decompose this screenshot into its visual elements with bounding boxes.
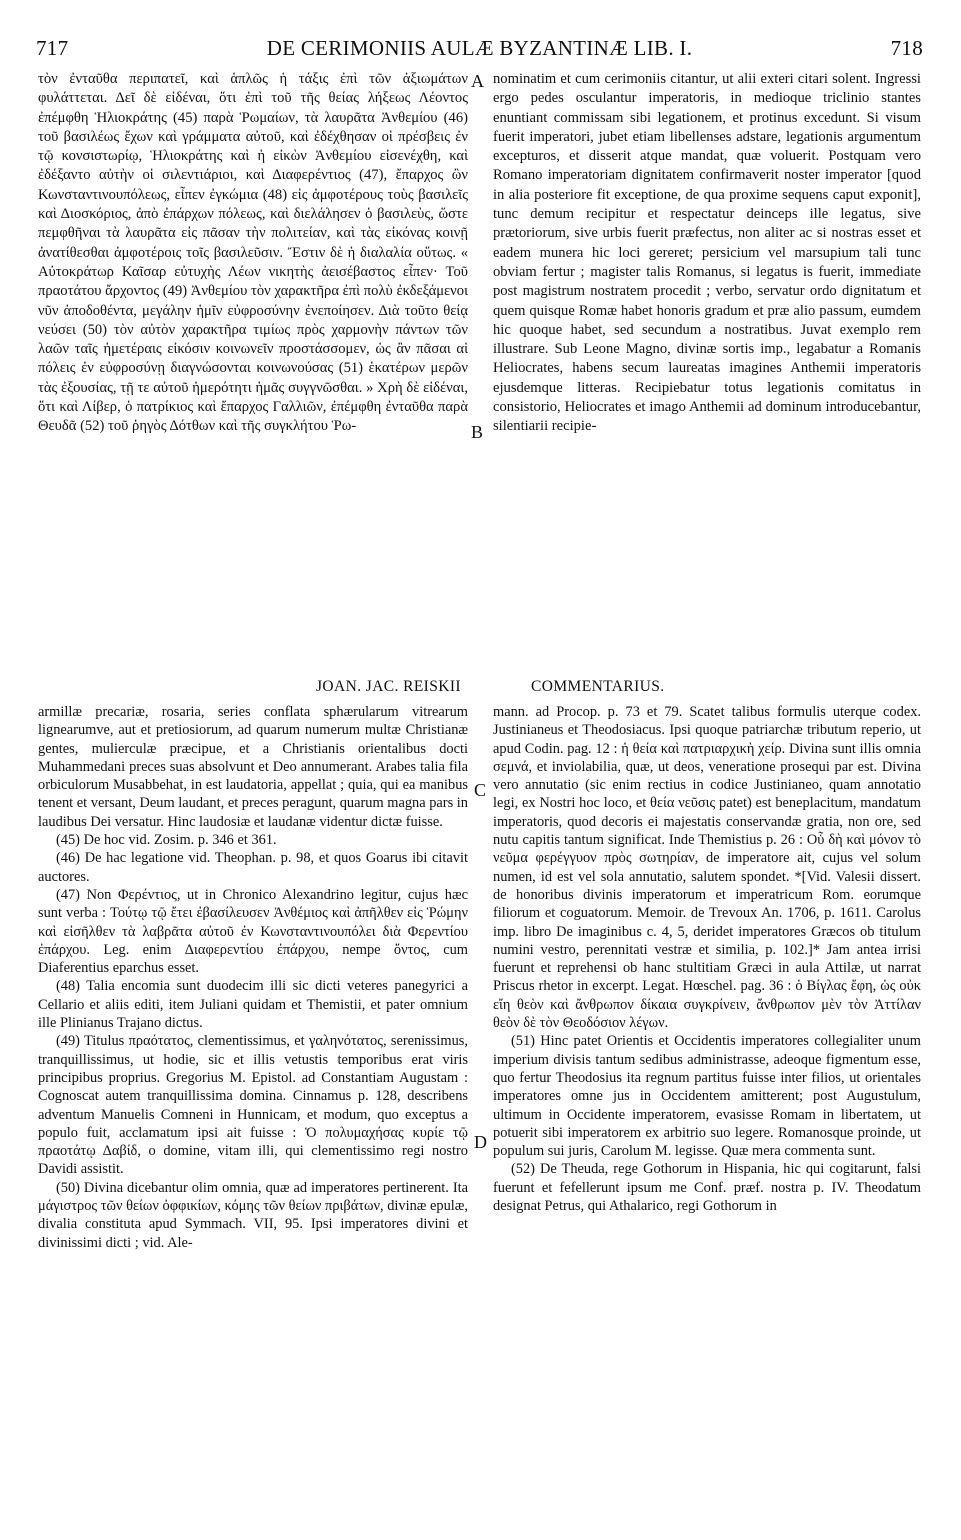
page-number-right: 718	[890, 36, 923, 60]
commentary-left-column	[38, 703, 468, 1252]
commentary-note-47: (47) Non Φερέντιος, ut in Chronico Alexandrino legitur, cujus hæc sunt verba : Τούτῳ τῷ ἔτει ἐβασίλευσεν Ἀνθέμιος καὶ ἀπῆλθεν εἰς Ῥώμην καὶ εἰσῆλθεν τὰ λαβρᾶτα αὐτοῦ ἐν Κωνσταντινουπόλει διὰ Φερεντίου ἐπάρχου. Leg. enim Διαφερεντίου ἐπάρχου, nempe ὄντος, cum Diaferentius eparchus esset.	[38, 886, 468, 977]
commentary-note-50: (50) Divina dicebantur olim omnia, quæ ad imperatores pertinerent. Ita μάγιστρος τῶν θείων ὀφφικίων, κόμης τῶν θείων πριβάτων, divinæ epulæ, divalia constituta apud Symmach. VII, 95. Ipsi imperatores divini et divinissimi dicti ; vid. Ale-	[38, 1179, 468, 1251]
greek-text-column	[38, 70, 468, 437]
commentary-paragraph: armillæ precariæ, rosaria, series conflata sphærularum vitrearum lignearumve, aut et pretiosiorum, ad quarum numerum multæ Christianæ gentes, mulierculæ præcipue, et a Christianis orientalibus docti Muhammedani preces suas absolvunt et Deo annumerant. Arabes talia fila orbiculorum Musabbehat, in est laudatoria, appellat ; quia, qui ea manibus tenent et versant, Deum laudant, et preces peragunt, quarum magna pars in laudibus Dei versatur. Hinc laudosiæ et laudanæ videntur dictæ fuisse.	[38, 704, 468, 830]
running-header	[36, 36, 923, 64]
commentary-note-49: (49) Titulus πραότατος, clementissimus, et γαληνότατος, serenissimus, tranquillissimus, ut hodie, sic et illis vetustis temporibus erat viris principibus proprius. Gregorius M. Epistol. ad Constantiam Augustam : Cognoscat autem tranquillissima domina. Cinnamus p. 128, describens adventum Manuelis Comneni in Hunnicam, et modum, quo exceptus a populo fuit, acclamatum ipsi ait fuisse : Ὁ πολυμαχήσας κυρίε τῷ πραοτάτῳ Δαβίδ, o domine, vitam illi, qui clementissimo regi nostro Davidi assistit.	[38, 1033, 468, 1178]
commentary-note-51: (51) Hinc patet Orientis et Occidentis imperatores collegialiter unum imperium divisis tantum sedibus administrasse, adeoque figmentum esse, quo fertur Theodosius ita regnum partitus fuisse inter filios, ut orientales imperatores omne jus in Occidentem amitterent; post Augustulum, ultimum in Occidente imperatorem, evasisse Romam in libertatem, ut potuerit sibi imperatorem ex arbitrio suo legere. Romanosque proinde, ut populum sui juris, Carolum M. legisse. Quæ mera commenta sunt.	[493, 1033, 921, 1160]
commentary-paragraph-continued: mann. ad Procop. p. 73 et 79. Scatet talibus formulis uterque codex. Justinianeus et Theodosiacus. Ipsi quoque patriarchæ tributum reperio, ut apud Codin. pag. 12 : ἡ θεία καὶ πατριαρχικὴ χείρ. Divina sunt illis omnia σεμνά, et inviolabilia, quæ, ut deos, veneratione prosequi par est. Divina vero annutatio (sic enim rectius in codice Justinianeo, quam annotatio legi, ex Nostri hoc loco, et θεία νεῦσις patet) est beneplacitum, mandatum imperatoris, quod decoris ei majestatis conservandæ gratia, non ore, sed nutu capitis tantum significat. Inde Themistius p. 26 : Οὗ δὴ καὶ μόνον τὸ νεῦμα φερέγγυον πρὸς σωτηρίαν, de imperatore ait, cujus vel solum numen, id est vel sola annutatio, salutem spondet. *[Vid. Valesii dissert. de honoribus divinis imperatorum et imperatricum Rom. eorumque filiorum et coguatorum. Memoir. de Trevoux An. 1706, p. 1611. Carolus imp. libro De imaginibus c. 4, 5, deridet imperatores Græcos ob titulum numini vestro, perennitati vestræ et similia, p. 102.]* Jam antea irrisi fuerunt et reprehensi ob hanc stultitiam Græci in aula Attilæ, ut narrat Priscus rhetor in excerpt. Legat. Hœschel. pag. 36 : ὁ Βίγλας ἔφη, ὡς οὐκ εἴη θεὸν καὶ ἄνθρωπον δίκαια συγκρίνειν, ἄνθρωπον μὲν τὸν Ἀττίλαν θεὸν δὲ τὸν Θεοδόσιον λέγων.	[493, 704, 921, 1032]
section-marker-a: A	[471, 71, 484, 91]
commentary-note-46: (46) De hac legatione vid. Theophan. p. 98, et quos Goarus ibi citavit auctores.	[38, 850, 468, 885]
section-marker-c: C	[474, 780, 487, 800]
commentary-note-45: (45) De hoc vid. Zosim. p. 346 et 361.	[56, 832, 277, 849]
latin-text-column	[493, 70, 921, 437]
commentary-note-48: (48) Talia encomia sunt duodecim illi sic dicti veteres panegyrici a Cellario et aliis editi, item Juliani quidam et Themistii, et pater omnium ille Plinianus Trajano dictus.	[38, 978, 468, 1032]
commentary-heading-author: JOAN. JAC. REISKII	[316, 678, 461, 695]
running-title: DE CERIMONIIS AULÆ BYZANTINÆ LIB. I.	[266, 36, 693, 60]
commentary-heading	[38, 678, 921, 702]
commentary-note-52: (52) De Theuda, rege Gothorum in Hispania, hic qui cogitarunt, falsi fuerunt et fefellerunt ipsum me Conf. præf. nostra p. IV. Theodatum designat Petrus, qui Athalarico, regi Gothorum in	[493, 1161, 921, 1215]
greek-text: τὸν ἐνταῦθα περιπατεῖ, καὶ ἁπλῶς ἡ τάξις ἐπὶ τῶν ἀξιωμάτων φυλάττεται. Δεῖ δὲ εἰδέναι, ὅτι ἐπὶ τοῦ τῆς θείας λήξεως Λέοντος ἐπέμφθη Ἡλιοκράτης (45) παρὰ Ῥωμαίων, τὰ λαυρᾶτα Ἀνθεμίου (46) τοῦ βασιλέως ἔχων καὶ γράμματα αὐτοῦ, καὶ ἐδέχθησαν οἱ πρέσβεις ἐν τῷ κονσιστωρίῳ, Ἡλιοκράτης καὶ ἡ εἰκὼν Ἀνθεμίου εἰσενέχθη, καὶ ἐδέξαντο αὐτὴν οἱ σιλεντιάριοι, καὶ Διαφερέντιος (47), ἔπαρχος ὢν Κωνσταντινουπόλεως, εἶπεν ἐγκώμια (48) εἰς ἀμφοτέρους τοὺς βασιλεῖς καὶ Διοσκόριος, ἀπὸ ἐπάρχων πόλεως, καὶ διελάλησεν ὁ βασιλεὺς, ὥστε πεμφθῆναι τὰ λαυρᾶτα εἰς πᾶσαν τὴν πολιτείαν, καὶ τὰς εἰκόνας κοινῇ ἀνατίθεσθαι ἀμφοτέροις τοῖς βασιλεῦσιν. Ἔστιν δὲ ἡ διαλαλία οὕτως. « Αὐτοκράτωρ Καῖσαρ εὐτυχὴς Λέων νικητὴς ἀεισέβαστος εἶπεν· Τοῦ πραοτάτου ἄρχοντος (49) Ἀνθεμίου τὸν χαρακτῆρα ἐπὶ πολὺ ἐκδεξάμενοι νῦν ἀποδοθέντα, μεγάλην ἡμῖν εὐφροσύνην ἐνεποίησεν. Διὰ τοῦτο θείᾳ νεύσει (50) τὸν αὐτὸν χαρακτῆρα τιμίως πρὸς χαρμονὴν πάντων τῶν λαῶν ταῖς ἡμετέραις εἰκόσιν κοινωνεῖν προστάσσομεν, ὡς ἂν πᾶσαι αἱ πόλεις ἐν εὐφροσύνῃ διαγνώσονται κοινωνούσας (51) ἑκατέρων μερῶν τὰς ἐξουσίας, τῇ τε αὐτοῦ ἡμερότητι ἡμᾶς συγγνῶσθαι. » Χρὴ δὲ εἰδέναι, ὅτι καὶ Λίβερ, ὁ πατρίκιος καὶ ἔπαρχος Γαλλιῶν, ἐπέμφθη ἐνταῦθα παρὰ Θευδᾶ (52) τοῦ ῥηγὸς Δότθων καὶ τῆς συγκλήτου Ῥω-	[38, 71, 468, 435]
section-marker-b: B	[471, 422, 484, 442]
commentary-right-column	[493, 703, 921, 1215]
section-marker-d: D	[474, 1132, 487, 1152]
latin-text: nominatim et cum cerimoniis citantur, ut alii exteri citari solent. Ingressi ergo pedes osculantur imperatoris, in medioque triclinio stantes enuntiant commissam sibi legationem, et protinus excedunt. Si visum fuerit imperatori, jubet etiam libellenses adstare, legationis argumentum excepturos, et disserit atque mandat, quæ voluerit. Postquam vero Romano imperatoriam dignitatem confirmaverit noster imperator [quod in alia posteriore fit exceptione, de qua proxime sequens caput exponit], tunc demum recipitur et respectatur deinceps ille legatus, sive prætoriorum, sive urbis fuerit præfectus, non aliter ac si nostras esset et eadem munera hic loci gereret; persicium vel marsupium tali tunc obviam fertur ; magister talis Romanus, si legatus is fuerit, immediate post magistrum nostratem procedit ; verbo, servatur ordo dignitatum et quem quisque Romæ habet honoris gradum et præ alio passum, eumdem hic quoque habet, sed secundum a nostratibus. Juvat exemplo rem illustrare. Sub Leone Magno, divinæ sortis imp., legabatur a Romanis Heliocrates, habens secum laureatas imagines Anthemii imperatoris ejusdemque litteras. Recipiebatur totus legationis comitatus in consistorio, Heliocrates et imago Anthemii ad dominum introducebantur, silentiarii recipie-	[493, 71, 921, 435]
page-number-left: 717	[36, 36, 69, 60]
commentary-heading-title: COMMENTARIUS.	[531, 678, 665, 695]
